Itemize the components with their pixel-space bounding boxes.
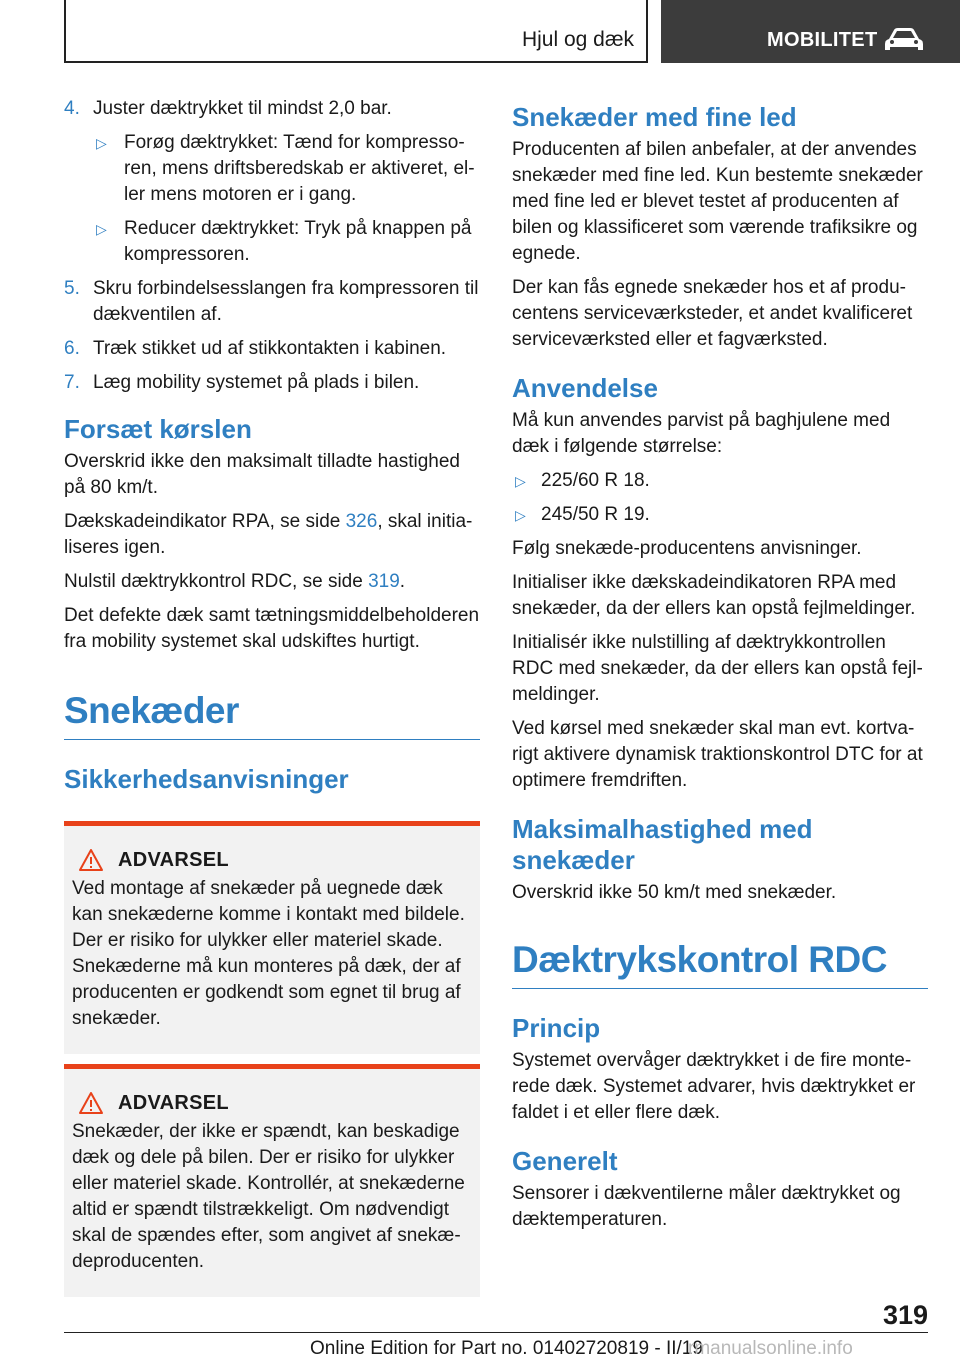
warning-triangle-icon	[78, 1091, 104, 1115]
usage-paragraph-2: Følg snekæde-producentens anvisninger.	[512, 538, 862, 559]
watermark: rmanualsonline.info	[688, 1338, 853, 1359]
header-section-box	[64, 0, 648, 63]
triangle-bullet-icon: ▷	[96, 221, 107, 237]
continue-paragraph-3: Nulstil dæktrykkontrol RDC, se side 319.	[64, 571, 406, 592]
warning-box-1	[64, 821, 480, 1054]
triangle-bullet-icon: ▷	[515, 507, 526, 523]
usage-paragraph-5: Ved kørsel med snekæder skal man evt. kortvarigt aktivere dynamisk traktionskontrol DTC for at optimere fremdriften.	[512, 718, 923, 791]
warning-header	[78, 1091, 472, 1115]
warning-triangle-icon	[78, 848, 104, 872]
warning-box-2	[64, 1064, 480, 1297]
usage-paragraph-1: Må kun anvendes parvist på baghjulene med dæk i følgende størrelse:	[512, 410, 891, 457]
step-number: 4.	[64, 98, 80, 119]
warning-text: Snekæder, der ikke er spændt, kan beskadige dæk og dele på bilen. Der er risiko for ulykker eller materiel skade. Kontrollér, at snekæderne altid er spændt tilstrækkeligt. Om nødvendigt skal de spændes efter, som angivet af snekædeproducenten.	[72, 1121, 465, 1272]
size-text: 245/50 R 19.	[541, 504, 650, 525]
size-list-item	[512, 468, 928, 494]
step-text: Læg mobility systemet på plads i bilen.	[93, 372, 420, 393]
step-4	[64, 96, 480, 122]
rdc-heading: Dæktrykskontrol RDC	[512, 938, 928, 989]
size-text: 225/60 R 18.	[541, 470, 650, 491]
fine-paragraph-2: Der kan fås egnede snekæder hos et af producentens serviceværksteder, et andet kvalificeret serviceværksted eller et fagværksted.	[512, 277, 913, 350]
max-speed-paragraph: Overskrid ikke 50 km/t med snekæder.	[512, 882, 837, 903]
continue-paragraph-2: Dækskadeindikator RPA, se side 326, skal initialiseres igen.	[64, 511, 473, 558]
car-icon	[883, 26, 925, 54]
right-column	[512, 96, 928, 1241]
left-column	[64, 96, 480, 1307]
step-number: 5.	[64, 278, 80, 299]
triangle-bullet-icon: ▷	[96, 135, 107, 151]
warning-header	[78, 848, 472, 872]
general-paragraph: Sensorer i dækventilerne måler dæktrykket og dæktemperaturen.	[512, 1183, 901, 1230]
page-link-326[interactable]: 326	[345, 511, 378, 532]
size-list-item	[512, 502, 928, 528]
max-speed-heading: Maksimalhastighed med snekæder	[512, 814, 813, 875]
page-link-319[interactable]: 319	[368, 571, 400, 592]
warning-title: ADVARSEL	[118, 1091, 229, 1114]
footer-divider	[64, 1332, 928, 1333]
usage-heading: Anvendelse	[512, 373, 658, 403]
warning-title: ADVARSEL	[118, 848, 229, 871]
step-text: Juster dæktrykket til mindst 2,0 bar.	[93, 98, 392, 119]
usage-paragraph-4: Initialisér ikke nulstilling af dæktrykkontrollen RDC med snekæder, da der ellers kan opstå fejlmeldinger.	[512, 632, 923, 705]
principle-paragraph: Systemet overvåger dæktrykket i de fire monterede dæk. Systemet advarer, hvis dæktrykket er faldet i et eller flere dæk.	[512, 1050, 916, 1123]
fine-link-chains-heading: Snekæder med fine led	[512, 102, 797, 132]
header-chapter-box	[661, 0, 960, 63]
page-number: 319	[882, 1300, 928, 1330]
substep-text: Reducer dæktrykket: Tryk på knappen på kompressoren.	[124, 218, 472, 265]
step-6	[64, 336, 480, 362]
warning-text: Ved montage af snekæder på uegnede dæk kan snekæderne komme i kontakt med bildele. Der er risiko for ulykker eller materiel skade. Snekæderne må kun monteres på dæk, der af producenten er godkendt som egnet til brug af snekæder.	[72, 878, 465, 1029]
chapter-title: MOBILITET	[767, 29, 878, 51]
snow-chains-heading: Snekæder	[64, 689, 480, 740]
substep-text: Forøg dæktrykket: Tænd for kompressoren, mens driftsberedskab er aktiveret, eller mens motoren er i gang.	[124, 132, 475, 205]
step-7	[64, 370, 480, 396]
continue-paragraph-4: Det defekte dæk samt tætningsmiddelbeholderen fra mobility systemet skal udskiftes hurtigt.	[64, 605, 480, 652]
substep	[64, 130, 480, 208]
general-heading: Generelt	[512, 1146, 618, 1176]
usage-paragraph-3: Initialiser ikke dækskadeindikatoren RPA med snekæder, da der ellers kan opstå fejlmeldinger.	[512, 572, 916, 619]
step-number: 7.	[64, 372, 80, 393]
safety-heading: Sikkerhedsanvisninger	[64, 764, 349, 794]
step-5	[64, 276, 480, 328]
principle-heading: Princip	[512, 1013, 601, 1043]
edition-text: Online Edition for Part no. 01402720819 - II/19	[310, 1338, 703, 1359]
step-text: Skru forbindelsesslangen fra kompressoren til dækventilen af.	[93, 278, 479, 325]
substep	[64, 216, 480, 268]
continue-heading: Forsæt kørslen	[64, 414, 252, 444]
continue-paragraph-1: Overskrid ikke den maksimalt tilladte hastighed på 80 km/t.	[64, 451, 461, 498]
step-text: Træk stikket ud af stikkontakten i kabinen.	[93, 338, 447, 359]
fine-paragraph-1: Producenten af bilen anbefaler, at der anvendes snekæder med fine led. Kun bestemte snekæder med fine led er blevet testet af producenten af bilen og klassificeret som værende trafiksikre og egnede.	[512, 139, 923, 264]
step-number: 6.	[64, 338, 80, 359]
triangle-bullet-icon: ▷	[515, 473, 526, 489]
section-title: Hjul og dæk	[521, 28, 634, 51]
